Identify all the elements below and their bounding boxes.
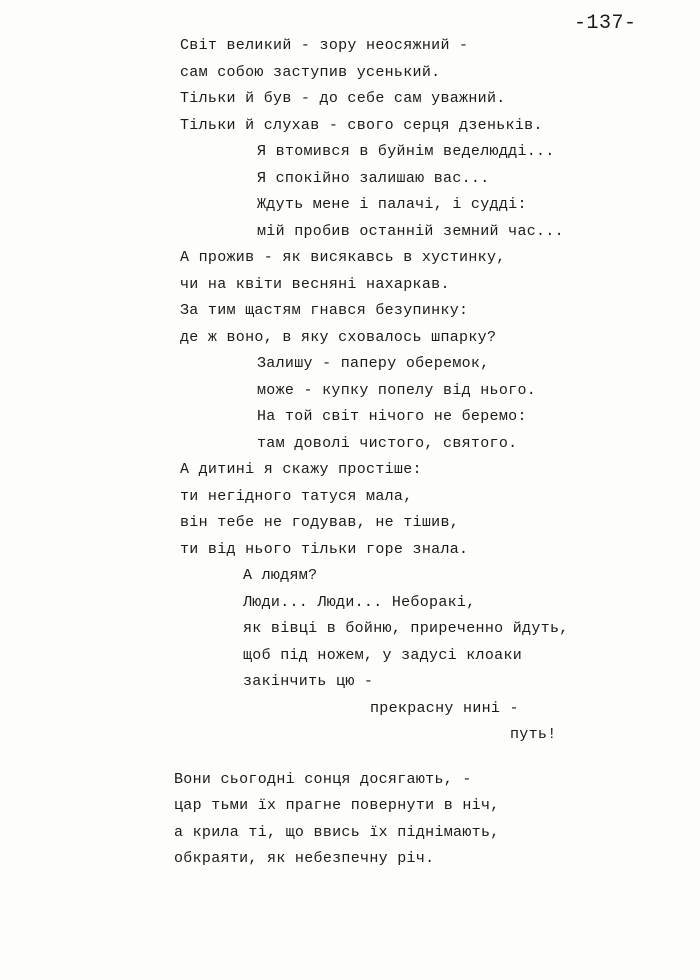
poem-line: де ж воно, в яку сховалось шпарку? — [180, 328, 497, 346]
poem-line: Ждуть мене і палачі, і судді: — [257, 196, 527, 213]
poem-line: путь! — [510, 726, 557, 743]
poem-line: прекрасну нині - — [370, 699, 519, 717]
poem-body — [0, 33, 700, 873]
poem-line: цар тьми їх прагне повернути в ніч, — [174, 797, 500, 814]
poem-line: а крила ті, що ввись їх піднімають, — [174, 823, 500, 841]
poem-line: А людям? — [243, 567, 318, 584]
page-number: -137- — [574, 12, 637, 35]
poem-line: Світ великий - зору неосяжний - — [180, 37, 469, 54]
poem-line: обкраяти, як небезпечну річ. — [174, 850, 435, 867]
poem-line: Залишу - паперу оберемок, — [257, 355, 490, 372]
poem-line: там доволі чистого, святого. — [257, 434, 518, 452]
poem-line: закінчить цю - — [243, 673, 374, 690]
poem-line: За тим щастям гнався безупинку: — [180, 302, 469, 319]
poem-line: ти від нього тільки горе знала. — [180, 540, 469, 558]
poem-line: А прожив - як висякавсь в хустинку, — [180, 249, 506, 266]
poem-line: Я спокійно залишаю вас... — [257, 169, 490, 187]
poem-line: Вони сьогодні сонця досягають, - — [174, 770, 472, 788]
poem-line: А дитині я скажу простіше: — [180, 461, 422, 478]
poem-line: Люди... Люди... Неборакі, — [243, 593, 476, 611]
poem-line: може - купку попелу від нього. — [257, 381, 537, 399]
poem-line: Я втомився в буйнім веделюдді... — [257, 143, 555, 160]
poem-line: як вівці в бойню, приреченно йдуть, — [243, 620, 569, 637]
poem-line: мій пробив останній земний час... — [257, 222, 564, 240]
poem-line: Тільки й слухав - свого серця дзеньків. — [180, 116, 543, 134]
poem-line: Тільки й був - до себе сам уважний. — [180, 90, 506, 107]
poem-line: сам собою заступив усенький. — [180, 63, 441, 81]
poem-line: чи на квіти весняні нахаркав. — [180, 275, 450, 293]
stanza-gap — [0, 749, 700, 767]
poem-line: ти негідного татуся мала, — [180, 487, 413, 505]
poem-line: На той світ нічого не беремо: — [257, 408, 527, 425]
poem-line: щоб під ножем, у задусі клоаки — [243, 646, 523, 664]
poem-line: він тебе не годував, не тішив, — [180, 514, 460, 531]
